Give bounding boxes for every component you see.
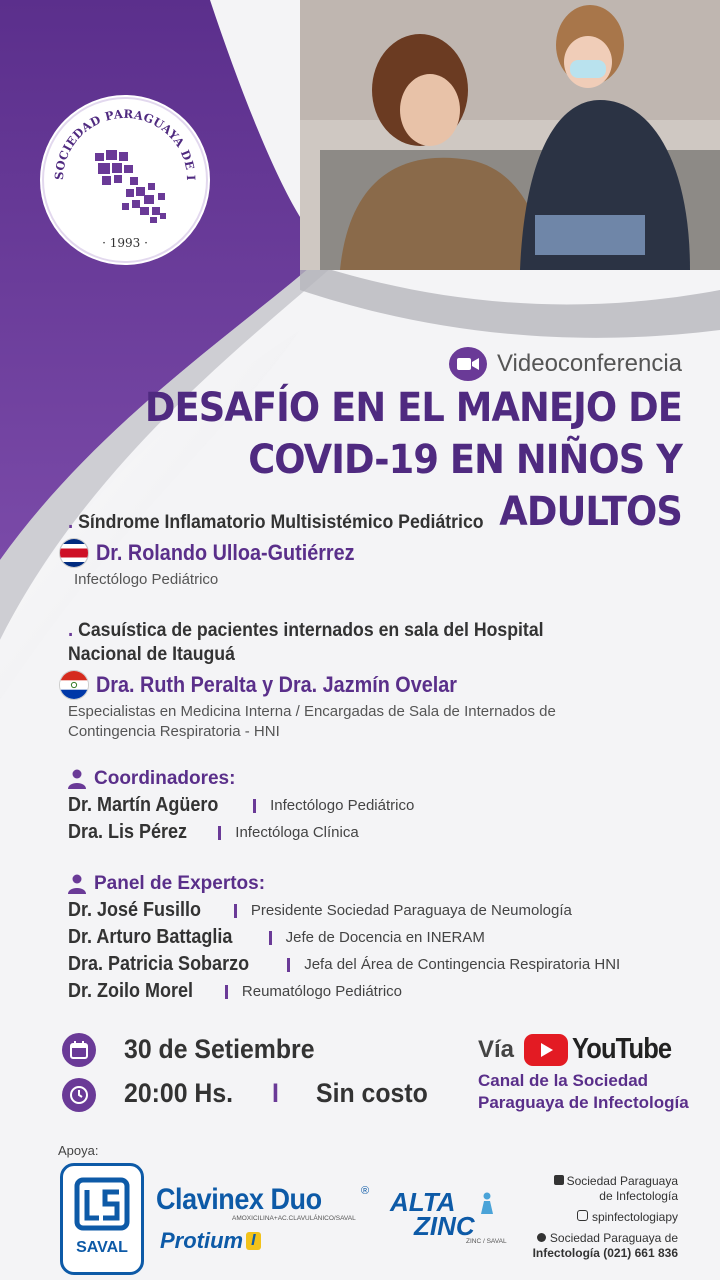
separator-bar (234, 904, 237, 918)
clavinex-logo (156, 1183, 370, 1222)
altazinc-top: ALTA (390, 1187, 456, 1217)
person-icon (68, 769, 86, 789)
altazinc-subtext: ZINC / SAVAL (466, 1238, 507, 1245)
panelist-desc: Reumatólogo Pediátrico (241, 983, 402, 1000)
phone-line-2: Infectología (021) 661 836 (532, 1246, 678, 1260)
phone-icon (537, 1233, 546, 1242)
instagram-icon (577, 1210, 588, 1221)
coordinator-row (68, 792, 690, 819)
youtube-text: YouTube (572, 1033, 672, 1065)
talk-2-speaker-name: Dra. Ruth Peralta y Dra. Jazmín Ovelar (96, 672, 457, 697)
society-logo (40, 95, 210, 265)
talk-2-role-line-2: Contingencia Respiratoria - HNI (68, 723, 280, 740)
clavinex-subtext: AMOXICILINA+AC.CLAVULÁNICO/SAVAL (232, 1215, 356, 1222)
bullet-dot: . (68, 619, 74, 641)
coordinator-desc: Infectólogo Pediátrico (270, 797, 415, 814)
youtube-logo[interactable] (524, 1033, 685, 1066)
talk-2-speaker (60, 671, 690, 699)
youtube-play-icon (524, 1034, 568, 1066)
talk-1-role: Infectólogo Pediátrico (74, 571, 219, 588)
panel-row (68, 897, 690, 924)
instagram-handle: spinfectologiapy (591, 1210, 678, 1224)
facebook-line-1: Sociedad Paraguaya (566, 1174, 678, 1188)
talk-1 (68, 510, 690, 590)
coordinators-heading (68, 768, 690, 790)
clavinex-reg: ® (361, 1185, 370, 1197)
protium-text: Protium (160, 1228, 244, 1253)
format-text: Videoconferencia (496, 350, 682, 377)
title-line-1: DESAFÍO EN EL MANEJO DE (144, 385, 683, 431)
event-date: 30 de Setiembre (124, 1034, 315, 1064)
title-line-2: COVID-19 EN NIÑOS Y ADULTOS (248, 437, 682, 535)
panelist-name: Dr. Zoilo Morel (68, 980, 194, 1002)
protium-suffix: I (246, 1232, 260, 1250)
panel-section (68, 873, 690, 1005)
panel-row (68, 924, 690, 951)
calendar-icon (62, 1033, 96, 1067)
facebook-icon (554, 1175, 564, 1185)
paraguay-flag-icon (60, 671, 88, 699)
event-cost: Sin costo (316, 1078, 428, 1108)
saval-logo (60, 1163, 144, 1275)
talk-2 (68, 618, 690, 742)
coordinators-heading-text: Coordinadores: (94, 768, 236, 789)
protium-logo (160, 1228, 261, 1254)
talk-1-topic (68, 510, 646, 535)
coordinator-row (68, 819, 690, 846)
hero-photo (300, 0, 720, 270)
instagram-contact[interactable] (533, 1210, 678, 1225)
coordinator-desc: Infectóloga Clínica (235, 824, 359, 841)
talk-1-topic-line-1: Síndrome Inflamatorio Multisistémico Pediátrico (78, 512, 484, 533)
separator-bar (269, 931, 272, 945)
panelist-name: Dr. José Fusillo (68, 899, 202, 921)
video-camera-icon (449, 347, 487, 381)
panelist-desc: Presidente Sociedad Paraguaya de Neumología (250, 902, 572, 919)
facebook-line-2: de Infectología (599, 1189, 678, 1203)
talk-1-speaker (60, 539, 690, 567)
youtube-channel (478, 1070, 689, 1114)
altazinc-logo (390, 1187, 507, 1246)
phone-line-1: Sociedad Paraguaya de (549, 1231, 678, 1245)
facebook-contact[interactable] (533, 1174, 678, 1189)
costa-rica-flag-icon (60, 539, 88, 567)
logo-ring-text: SOCIEDAD PARAGUAYA DE I (51, 106, 199, 182)
bullet-dot: . (68, 511, 74, 533)
altazinc-bottom: ZINC (414, 1211, 475, 1241)
saval-text: SAVAL (76, 1239, 128, 1256)
videoconference-label (449, 347, 682, 381)
separator-bar (218, 826, 221, 840)
talk-2-role-line-1: Especialistas en Medicina Interna / Encargadas de Sala de Internados de (68, 703, 556, 720)
panelist-name: Dr. Arturo Battaglia (68, 926, 233, 948)
broadcast-via (478, 1033, 685, 1066)
panelist-name: Dra. Patricia Sobarzo (68, 953, 250, 975)
event-time: 20:00 Hs. (124, 1078, 234, 1108)
talk-2-topic-line-2: Nacional de Itauguá (68, 644, 235, 665)
panelist-desc: Jefe de Docencia en INERAM (285, 929, 485, 946)
via-label: Vía (478, 1035, 515, 1063)
channel-line-1: Canal de la Sociedad (478, 1071, 649, 1090)
panelist-desc: Jefa del Área de Contingencia Respiratoria HNI (304, 956, 621, 973)
clavinex-text: Clavinex Duo (156, 1183, 322, 1216)
child-figure-icon (478, 1192, 496, 1214)
time-cost-separator: I (272, 1078, 279, 1108)
panel-heading (68, 873, 690, 895)
panel-heading-text: Panel de Expertos: (94, 873, 266, 894)
separator-bar (225, 985, 228, 999)
social-contacts (533, 1174, 678, 1261)
phone-contact[interactable] (533, 1231, 678, 1246)
talk-2-topic-line-1: Casuística de pacientes internados en sala del Hospital (78, 620, 544, 641)
coordinator-name: Dra. Lis Pérez (68, 821, 188, 843)
talk-1-speaker-name: Dr. Rolando Ulloa-Gutiérrez (96, 540, 355, 565)
panel-row (68, 951, 690, 978)
logo-year: · 1993 · (102, 236, 148, 250)
coordinators-section (68, 768, 690, 846)
channel-line-2: Paraguaya de Infectología (478, 1093, 689, 1112)
separator-bar (287, 958, 290, 972)
coordinator-name: Dr. Martín Agüero (68, 794, 219, 816)
talk-2-topic (68, 618, 646, 643)
person-icon (68, 874, 86, 894)
sponsors-label: Apoya: (58, 1143, 99, 1158)
clock-icon (62, 1078, 96, 1112)
separator-bar (253, 799, 256, 813)
panel-row (68, 978, 690, 1005)
